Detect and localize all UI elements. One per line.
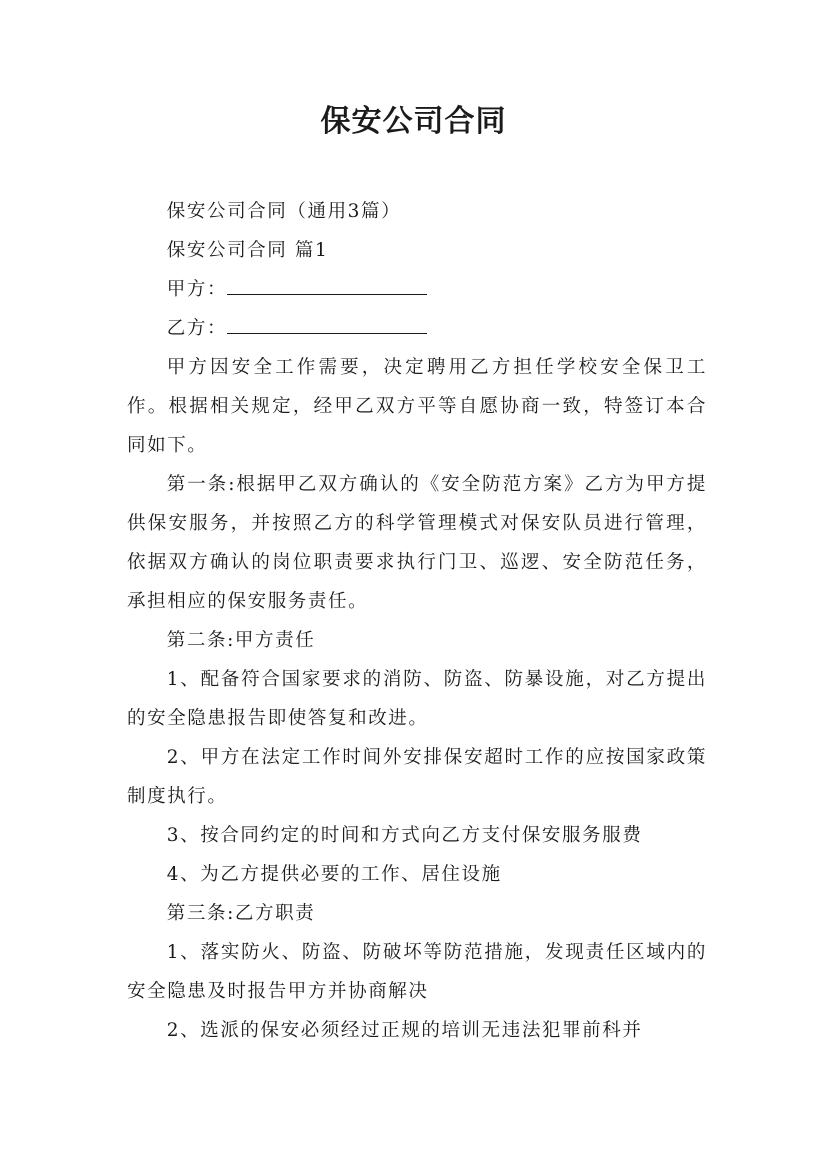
intro-paragraph: 甲方因安全工作需要，决定聘用乙方担任学校安全保卫工作。根据相关规定，经甲乙双方平等自愿协商一致，特签订本合同如下。 bbox=[127, 357, 707, 456]
section-heading: 保安公司合同 篇1 bbox=[166, 240, 329, 261]
article-2-heading: 第二条:甲方责任 bbox=[166, 630, 316, 651]
party-b-blank bbox=[227, 314, 427, 334]
party-a-label: 甲方： bbox=[166, 279, 228, 300]
subtitle-paragraph: 保安公司合同（通用3篇） bbox=[166, 201, 402, 222]
party-b-label: 乙方： bbox=[166, 318, 228, 339]
article-2-item-4: 4、为乙方提供必要的工作、居住设施 bbox=[166, 864, 502, 885]
article-3-heading: 第三条:乙方职责 bbox=[166, 903, 316, 924]
article-2-item-3: 3、按合同约定的时间和方式向乙方支付保安服务服费 bbox=[166, 825, 643, 846]
party-a-line bbox=[127, 270, 707, 309]
article-2-item-1: 1、配备符合国家要求的消防、防盗、防暴设施，对乙方提出的安全隐患报告即使答复和改进。 bbox=[127, 669, 707, 729]
article-3-item-2: 2、选派的保安必须经过正规的培训无违法犯罪前科并 bbox=[166, 1020, 643, 1041]
article-2-item-2: 2、甲方在法定工作时间外安排保安超时工作的应按国家政策制度执行。 bbox=[127, 747, 707, 807]
article-3-item-1: 1、落实防火、防盗、防破坏等防范措施，发现责任区域内的安全隐患及时报告甲方并协商解决 bbox=[127, 942, 707, 1002]
party-b-line bbox=[127, 309, 707, 348]
document-title: 保安公司合同 bbox=[320, 104, 507, 139]
article-1-paragraph: 第一条:根据甲乙双方确认的《安全防范方案》乙方为甲方提供保安服务，并按照乙方的科学管理模式对保安队员进行管理，依据双方确认的岗位职责要求执行门卫、巡逻、安全防范任务，承担相应的保安服务责任。 bbox=[127, 474, 707, 612]
document-body bbox=[127, 192, 707, 1050]
party-a-blank bbox=[227, 275, 427, 295]
